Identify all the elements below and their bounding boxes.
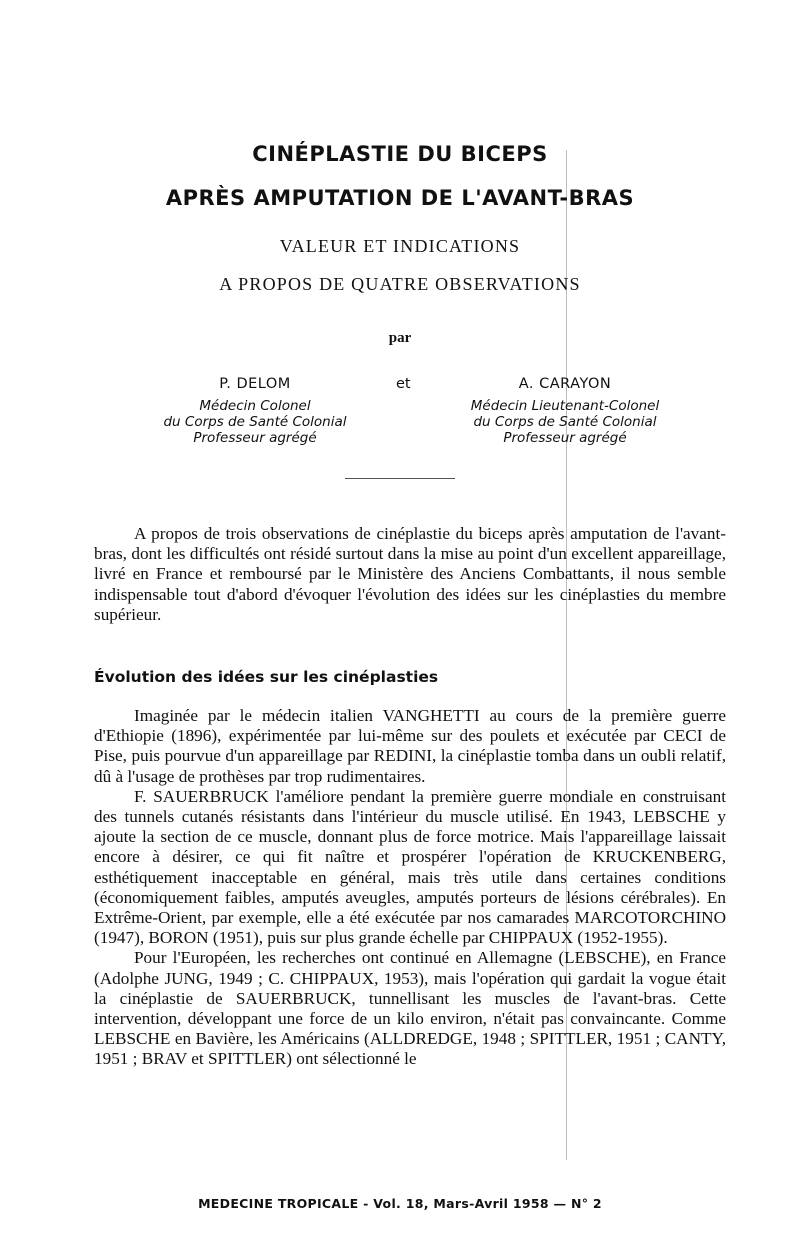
- title-line-2: APRÈS AMPUTATION DE L'AVANT-BRAS: [165, 186, 635, 210]
- body-paragraph-3: Pour l'Européen, les recherches ont continué en Allemagne (LEBSCHE), en France (Adolphe JUNG, 1949 ; C. CHIPPAUX, 1953), mais l'opération qui gardait la vogue était la cinéplastie de SAUERBRUCK, tunnellisant les muscles de l'avant-bras. Cette intervention, développant une force de un kilo environ, n'était pas convaincante. Comme LEBSCHE en Bavière, les Américains (ALLDREDGE, 1948 ; SPITTLER, 1951 ; CANTY, 1951 ; BRAV et SPITTLER) ont sélectionné le: [94, 948, 726, 1069]
- page-footer: MEDECINE TROPICALE - Vol. 18, Mars-Avril 1958 — N° 2: [198, 1196, 602, 1211]
- author-title: Médecin Lieutenant-Colonel: [470, 398, 660, 414]
- body-paragraph-1: Imaginée par le médecin italien VANGHETTI au cours de la première guerre d'Ethiopie (1896), expérimentée par lui-même sur des poulets et exécutée par CECI de Pise, puis pourvue d'un appareillage par REDINI, la cinéplastie tomba dans un oubli relatif, dû à l'usage de prothèses par trop rudimentaires.: [94, 706, 726, 786]
- author-block-carayon: [440, 376, 690, 446]
- byline-et: et: [396, 376, 411, 392]
- author-rank: Professeur agrégé: [503, 430, 627, 446]
- byline-par: par: [388, 330, 412, 346]
- author-rank: Professeur agrégé: [193, 430, 317, 446]
- author-affiliation: du Corps de Santé Colonial: [163, 414, 347, 430]
- intro-paragraph: A propos de trois observations de cinéplastie du biceps après amputation de l'avant-bras, dont les difficultés ont résidé surtout dans la mise au point d'un excellent appareillage, livré en France et remboursé par le Ministère des Anciens Combattants, il nous semble indispensable tout d'abord d'évoquer l'évolution des idées sur les cinéplasties du membre supérieur.: [94, 524, 726, 624]
- body-paragraph-2: F. SAUERBRUCK l'améliore pendant la première guerre mondiale en construisant des tunnels cutanés résistants dans l'intérieur du muscle utilisé. En 1943, LEBSCHE y ajoute la section de ce muscle, donnant plus de force motrice. Mais l'appareillage laissait encore à désirer, ce qui fit naître et prospérer l'opération de KRUCKENBERG, esthétiquement inacceptable en général, mais très utile dans certaines conditions (économiquement faibles, amputés aveugles, amputés porteurs de lésions cérébrales). En Extrême-Orient, par exemple, elle a été exécutée par nos camarades MARCOTORCHINO (1947), BORON (1951), puis sur plus grande échelle par CHIPPAUX (1952-1955).: [94, 786, 726, 948]
- title-line-1: CINÉPLASTIE DU BICEPS: [252, 142, 548, 166]
- author-affiliation: du Corps de Santé Colonial: [473, 414, 657, 430]
- separator-rule: [345, 478, 455, 479]
- subtitle-line-1: VALEUR ET INDICATIONS: [279, 236, 521, 256]
- intro-text: [94, 524, 726, 625]
- author-block-delom: [130, 376, 380, 446]
- author-name: P. DELOM: [219, 376, 291, 392]
- author-name: A. CARAYON: [518, 376, 612, 392]
- author-title: Médecin Colonel: [199, 398, 311, 414]
- subtitle-line-2: A PROPOS DE QUATRE OBSERVATIONS: [219, 274, 581, 294]
- section-heading: Évolution des idées sur les cinéplasties: [94, 668, 439, 686]
- body-text: [94, 706, 726, 1070]
